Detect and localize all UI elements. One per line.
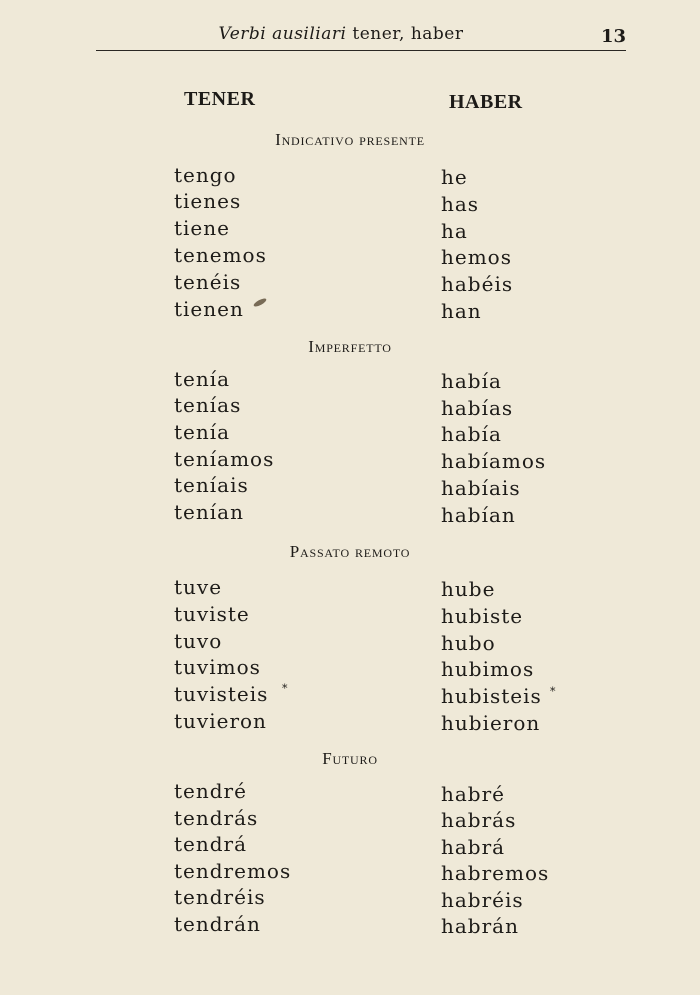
haber-form: habremos	[441, 861, 550, 885]
haber-form: habías	[441, 396, 514, 420]
tener-form: tienes	[174, 189, 242, 213]
tener-form: tuve	[174, 575, 223, 599]
tener-form: tenía	[174, 367, 231, 391]
tener-form: teníais	[174, 473, 249, 497]
section-title-futuro: Futuro	[322, 749, 378, 768]
tener-form: tendrás	[174, 806, 259, 830]
haber-form: habrás	[441, 808, 517, 832]
tener-form: tendrá	[174, 832, 248, 856]
haber-form: habíamos	[441, 449, 547, 473]
tener-form: tendré	[174, 779, 247, 803]
asterisk-mark: *	[550, 685, 556, 698]
tener-form: tiene	[174, 216, 230, 240]
haber-form: habrá	[441, 835, 506, 859]
section-title-passato-remoto: Passato remoto	[289, 542, 411, 561]
tener-form: tuviste	[174, 602, 250, 626]
tener-form: tendrán	[174, 912, 261, 936]
running-title-rest: tener, haber	[352, 24, 464, 44]
tener-form: tienen	[174, 297, 244, 321]
running-head	[96, 22, 626, 51]
running-title	[96, 24, 586, 44]
tener-form: tendréis	[174, 885, 266, 909]
column-heading-tener: TENER	[184, 88, 256, 110]
tener-form: tendremos	[174, 859, 292, 883]
haber-form: han	[441, 299, 482, 323]
haber-form: habréis	[441, 888, 524, 912]
column-heading-haber: HABER	[449, 91, 523, 113]
running-title-italic: Verbi ausiliari	[218, 24, 347, 44]
tener-form: tuvimos	[174, 655, 261, 679]
tener-form: tuvieron	[174, 709, 267, 733]
haber-form: hubieron	[441, 711, 541, 735]
haber-form: ha	[441, 219, 468, 243]
haber-form: hubo	[441, 631, 496, 655]
haber-form: hubisteis	[441, 684, 542, 708]
haber-form: he	[441, 165, 468, 189]
asterisk-mark: *	[282, 682, 288, 695]
tener-form: teníamos	[174, 447, 275, 471]
haber-form: había	[441, 422, 502, 446]
tener-form: tenía	[174, 420, 231, 444]
haber-form: había	[441, 369, 502, 393]
haber-form: habrán	[441, 914, 519, 938]
haber-form: habéis	[441, 272, 514, 296]
haber-form: habían	[441, 503, 516, 527]
tener-form: tengo	[174, 163, 237, 187]
section-title-indicativo-presente: Indicativo presente	[275, 130, 425, 149]
tener-form: tuvo	[174, 629, 223, 653]
tener-form: tenemos	[174, 243, 267, 267]
haber-form: hemos	[441, 245, 512, 269]
haber-form: hubimos	[441, 657, 535, 681]
haber-form: has	[441, 192, 480, 216]
haber-form: habré	[441, 782, 506, 806]
haber-form: hube	[441, 577, 496, 601]
ink-smudge	[253, 297, 268, 308]
section-title-imperfetto: Imperfetto	[308, 337, 392, 356]
tener-form: tenían	[174, 500, 244, 524]
tener-form: tuvisteis	[174, 682, 269, 706]
haber-form: habíais	[441, 476, 521, 500]
page-number: 13	[600, 26, 626, 47]
tener-form: tenéis	[174, 270, 242, 294]
haber-form: hubiste	[441, 604, 524, 628]
tener-form: tenías	[174, 393, 242, 417]
